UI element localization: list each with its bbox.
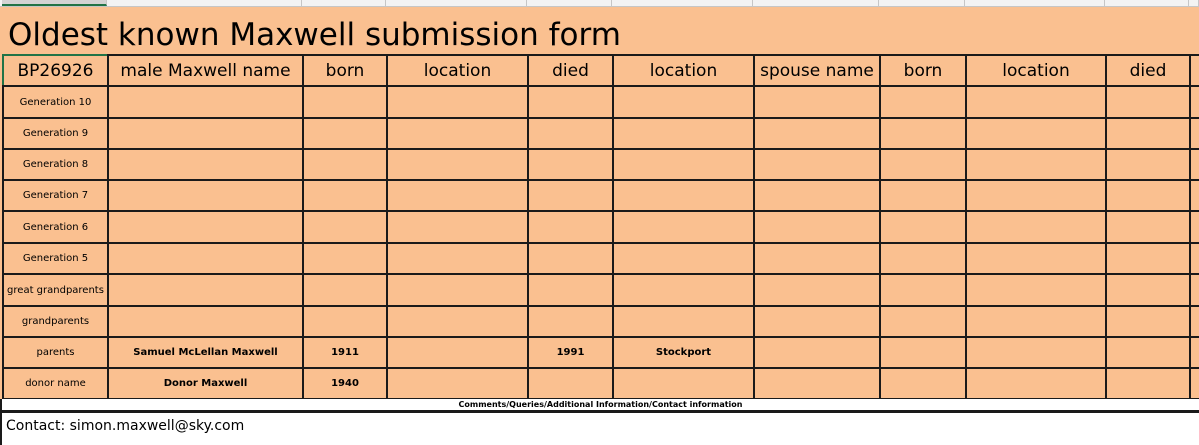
row-label[interactable]: Generation 10 bbox=[2, 85, 109, 119]
form-cell[interactable] bbox=[965, 210, 1107, 244]
form-cell[interactable] bbox=[753, 179, 881, 212]
form-cell[interactable] bbox=[107, 117, 304, 150]
form-cell[interactable]: 1940 bbox=[302, 367, 388, 400]
form-cell[interactable] bbox=[527, 305, 614, 338]
form-cell[interactable] bbox=[1105, 210, 1191, 244]
row-label[interactable]: Generation 9 bbox=[2, 117, 109, 150]
form-cell[interactable] bbox=[386, 305, 529, 338]
form-cell[interactable] bbox=[965, 273, 1107, 307]
form-cell[interactable] bbox=[965, 336, 1107, 369]
form-cell[interactable] bbox=[879, 85, 967, 119]
column-header[interactable] bbox=[107, 0, 302, 6]
form-cell[interactable] bbox=[1105, 367, 1191, 400]
form-cell[interactable] bbox=[302, 148, 388, 181]
form-cell[interactable] bbox=[1189, 273, 1199, 307]
column-heading[interactable]: died bbox=[527, 54, 614, 87]
form-cell[interactable] bbox=[965, 179, 1107, 212]
row-label[interactable]: Generation 6 bbox=[2, 210, 109, 244]
form-cell[interactable] bbox=[753, 273, 881, 307]
form-cell[interactable] bbox=[302, 242, 388, 275]
column-heading[interactable]: died bbox=[1105, 54, 1191, 87]
form-cell[interactable] bbox=[879, 367, 967, 400]
form-cell[interactable] bbox=[879, 336, 967, 369]
form-cell[interactable] bbox=[879, 305, 967, 338]
form-cell[interactable] bbox=[386, 242, 529, 275]
form-cell[interactable] bbox=[302, 179, 388, 212]
form-cell[interactable] bbox=[612, 242, 755, 275]
form-cell[interactable] bbox=[1189, 179, 1199, 212]
row-label[interactable]: Generation 8 bbox=[2, 148, 109, 181]
form-cell[interactable] bbox=[107, 210, 304, 244]
form-cell[interactable] bbox=[527, 148, 614, 181]
row-label[interactable]: great grandparents bbox=[2, 273, 109, 307]
form-cell[interactable]: Donor Maxwell bbox=[107, 367, 304, 400]
form-cell[interactable] bbox=[527, 273, 614, 307]
form-cell[interactable] bbox=[1105, 336, 1191, 369]
column-header[interactable] bbox=[1105, 0, 1189, 6]
form-cell[interactable] bbox=[612, 117, 755, 150]
column-heading[interactable]: born bbox=[879, 54, 967, 87]
form-cell[interactable] bbox=[753, 242, 881, 275]
form-cell[interactable] bbox=[1105, 305, 1191, 338]
form-cell[interactable] bbox=[386, 336, 529, 369]
form-cell[interactable]: 1991 bbox=[527, 336, 614, 369]
row-label[interactable]: grandparents bbox=[2, 305, 109, 338]
column-heading[interactable] bbox=[1189, 54, 1199, 87]
form-cell[interactable]: Stockport bbox=[612, 336, 755, 369]
column-header[interactable] bbox=[965, 0, 1105, 6]
form-cell[interactable] bbox=[612, 273, 755, 307]
form-cell[interactable] bbox=[107, 273, 304, 307]
form-cell[interactable] bbox=[965, 148, 1107, 181]
form-cell[interactable] bbox=[527, 210, 614, 244]
row-label[interactable]: Generation 7 bbox=[2, 179, 109, 212]
column-header[interactable] bbox=[386, 0, 527, 6]
column-header-bar bbox=[0, 0, 1199, 7]
form-cell[interactable] bbox=[1105, 242, 1191, 275]
form-cell[interactable] bbox=[107, 179, 304, 212]
form-cell[interactable] bbox=[753, 85, 881, 119]
form-cell[interactable] bbox=[1189, 148, 1199, 181]
row-label[interactable]: Generation 5 bbox=[2, 242, 109, 275]
form-cell[interactable] bbox=[302, 85, 388, 119]
form-cell[interactable] bbox=[302, 210, 388, 244]
form-cell[interactable] bbox=[527, 179, 614, 212]
form-cell[interactable] bbox=[386, 367, 529, 400]
form-cell[interactable] bbox=[302, 305, 388, 338]
form-cell[interactable] bbox=[753, 117, 881, 150]
column-heading[interactable]: spouse name bbox=[753, 54, 881, 87]
form-cell[interactable] bbox=[1189, 367, 1199, 400]
form-cell[interactable] bbox=[527, 117, 614, 150]
column-heading[interactable]: location bbox=[386, 54, 529, 87]
form-cell[interactable] bbox=[753, 148, 881, 181]
column-header[interactable] bbox=[2, 0, 107, 6]
form-cell[interactable] bbox=[527, 242, 614, 275]
form-cell[interactable] bbox=[965, 305, 1107, 338]
form-cell[interactable] bbox=[612, 210, 755, 244]
form-cell[interactable] bbox=[107, 305, 304, 338]
form-cell[interactable] bbox=[965, 117, 1107, 150]
reference-cell[interactable]: BP26926 bbox=[2, 54, 109, 87]
column-header[interactable] bbox=[527, 0, 612, 6]
form-cell[interactable] bbox=[527, 367, 614, 400]
form-cell[interactable] bbox=[965, 242, 1107, 275]
form-cell[interactable] bbox=[107, 242, 304, 275]
form-cell[interactable] bbox=[302, 273, 388, 307]
form-cell[interactable] bbox=[527, 85, 614, 119]
column-header[interactable] bbox=[1189, 0, 1199, 6]
form-cell[interactable] bbox=[612, 85, 755, 119]
comments-label: Comments/Queries/Additional Information/Contact information bbox=[0, 399, 1199, 413]
form-cell[interactable] bbox=[753, 210, 881, 244]
form-cell[interactable] bbox=[386, 85, 529, 119]
column-heading[interactable]: male Maxwell name bbox=[107, 54, 304, 87]
form-cell[interactable] bbox=[386, 148, 529, 181]
form-sheet bbox=[0, 7, 1199, 399]
form-cell[interactable]: Samuel McLellan Maxwell bbox=[107, 336, 304, 369]
form-cell[interactable] bbox=[1105, 148, 1191, 181]
form-cell[interactable] bbox=[612, 148, 755, 181]
form-cell[interactable] bbox=[879, 273, 967, 307]
form-cell[interactable] bbox=[1189, 117, 1199, 150]
form-cell[interactable] bbox=[879, 179, 967, 212]
column-header[interactable] bbox=[612, 0, 753, 6]
form-title: Oldest known Maxwell submission form bbox=[8, 17, 621, 53]
form-cell[interactable] bbox=[612, 179, 755, 212]
form-cell[interactable] bbox=[753, 336, 881, 369]
column-header[interactable] bbox=[753, 0, 879, 6]
form-cell[interactable] bbox=[753, 367, 881, 400]
column-heading[interactable]: location bbox=[612, 54, 755, 87]
form-cell[interactable] bbox=[1189, 210, 1199, 244]
column-heading[interactable]: born bbox=[302, 54, 388, 87]
form-cell[interactable] bbox=[1105, 85, 1191, 119]
form-cell[interactable] bbox=[879, 117, 967, 150]
form-cell[interactable] bbox=[107, 85, 304, 119]
form-cell[interactable] bbox=[1105, 273, 1191, 307]
form-cell[interactable] bbox=[386, 179, 529, 212]
form-cell[interactable] bbox=[753, 305, 881, 338]
form-cell[interactable] bbox=[107, 148, 304, 181]
form-cell[interactable]: 1911 bbox=[302, 336, 388, 369]
contact-cell[interactable]: Contact: simon.maxwell@sky.com bbox=[0, 413, 1199, 445]
form-cell[interactable] bbox=[1189, 336, 1199, 369]
form-cell[interactable] bbox=[386, 117, 529, 150]
column-heading[interactable]: location bbox=[965, 54, 1107, 87]
column-header[interactable] bbox=[302, 0, 386, 6]
row-label[interactable]: parents bbox=[2, 336, 109, 369]
column-header[interactable] bbox=[879, 0, 965, 6]
form-cell[interactable] bbox=[1189, 305, 1199, 338]
form-cell[interactable] bbox=[1189, 85, 1199, 119]
form-cell[interactable] bbox=[1105, 179, 1191, 212]
form-cell[interactable] bbox=[386, 273, 529, 307]
form-cell[interactable] bbox=[879, 242, 967, 275]
form-cell[interactable] bbox=[879, 148, 967, 181]
form-cell[interactable] bbox=[386, 210, 529, 244]
form-cell[interactable] bbox=[1189, 242, 1199, 275]
row-label[interactable]: donor name bbox=[2, 367, 109, 400]
form-cell[interactable] bbox=[612, 367, 755, 400]
form-cell[interactable] bbox=[965, 367, 1107, 400]
form-cell[interactable] bbox=[302, 117, 388, 150]
form-cell[interactable] bbox=[612, 305, 755, 338]
form-cell[interactable] bbox=[1105, 117, 1191, 150]
form-cell[interactable] bbox=[879, 210, 967, 244]
form-cell[interactable] bbox=[965, 85, 1107, 119]
